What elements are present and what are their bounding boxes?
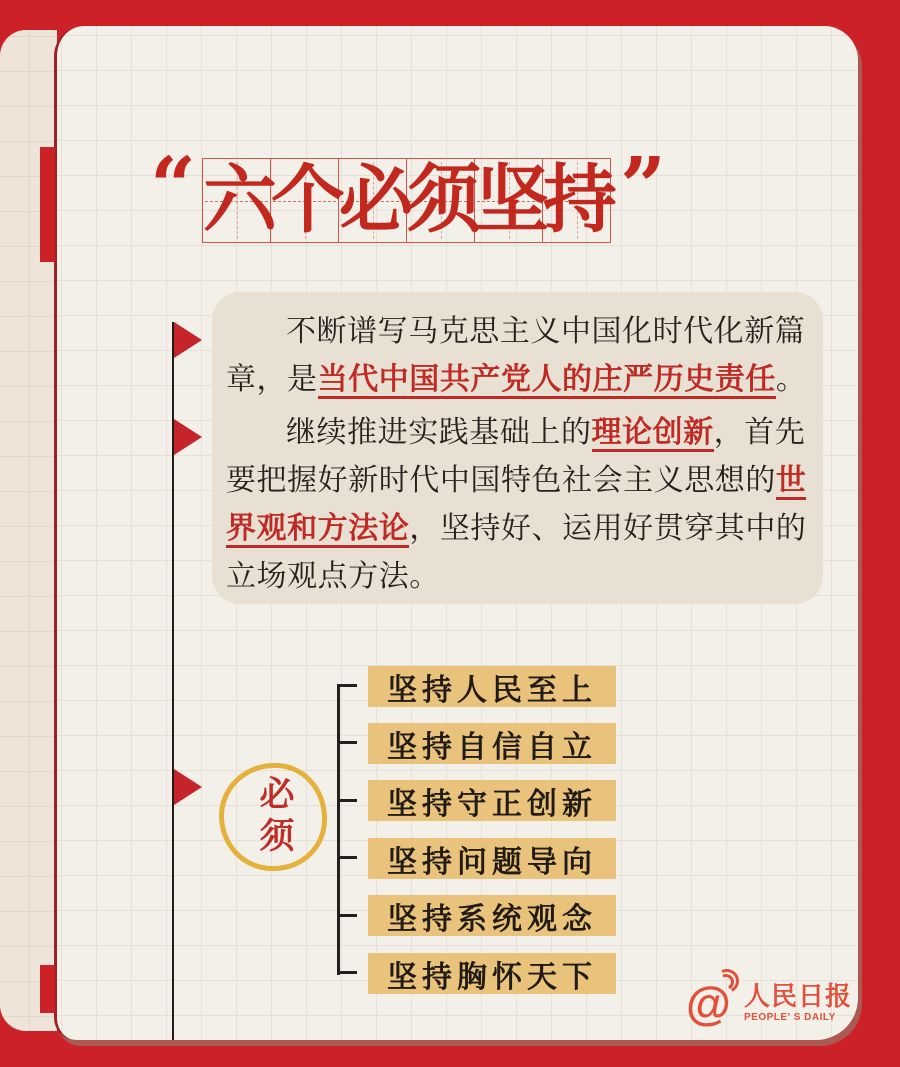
highlighted-phrase: 理论创新: [592, 416, 714, 452]
title-char-box: [338, 158, 413, 243]
bookmark-tab-bottom: [40, 965, 55, 1013]
paragraph-text: ，首先要把握好新时代中国特色社会主义思想的: [226, 416, 806, 497]
title-char: 须: [407, 160, 481, 242]
bookmark-tab-top: [40, 147, 55, 262]
paragraph-2: [226, 409, 807, 601]
bracket-tick: [337, 799, 357, 802]
page-title: [203, 158, 617, 243]
diagram-item: 坚持守正创新: [368, 780, 616, 821]
triangle-marker-icon: [174, 769, 202, 805]
title-char-box: [474, 158, 549, 243]
title-char-box: [270, 158, 345, 243]
hub-label: 必须: [255, 775, 294, 859]
at-megaphone-icon: [686, 976, 740, 1030]
logo-name-cn: 人民日报: [744, 981, 853, 1011]
title-char: 持: [543, 160, 617, 242]
diagram-item: 坚持问题导向: [368, 838, 616, 879]
logo-name-en: PEOPLE' S DAILY: [744, 1012, 836, 1023]
paragraph-text: 继续推进实践基础上的: [286, 416, 592, 449]
diagram-item: 坚持胸怀天下: [368, 953, 616, 994]
title-char-box: [406, 158, 481, 243]
close-quote: ”: [620, 139, 667, 233]
title-char: 坚: [475, 160, 549, 242]
paragraph-text: ，坚持好、运用好贯穿其中的立场观点方法。: [226, 512, 807, 593]
highlighted-phrase: 世界观和方法论: [226, 464, 806, 548]
at-symbol: @: [686, 977, 731, 1029]
paragraph-1: [226, 308, 807, 404]
diagram-item: 坚持系统观念: [368, 895, 616, 936]
triangle-marker-icon: [174, 322, 202, 358]
paragraph-text: 。: [775, 363, 807, 396]
bracket-tick: [337, 684, 357, 687]
open-quote: “: [150, 139, 197, 233]
logo-text: [744, 983, 852, 1023]
title-char: 必: [339, 160, 413, 242]
bracket-tick: [337, 856, 357, 859]
diagram-item: 坚持人民至上: [368, 666, 616, 707]
bracket-tick: [337, 914, 357, 917]
intro-panel: [212, 292, 823, 604]
peoples-daily-logo: [686, 976, 852, 1030]
bracket-line: [337, 685, 340, 975]
title-char-box: [542, 158, 617, 243]
title-char: 个: [271, 160, 345, 242]
diagram-item: 坚持自信自立: [368, 723, 616, 764]
paragraph-text: 不断谱写马克思主义中国化时代化新篇章，是: [226, 315, 806, 396]
bracket-tick: [337, 971, 357, 974]
title-char-box: [202, 158, 277, 243]
bracket-tick: [337, 741, 357, 744]
highlighted-phrase: 当代中国共产党人的庄严历史责任: [318, 363, 776, 399]
hub-circle: [219, 763, 327, 871]
title-char: 六: [203, 160, 277, 242]
triangle-marker-icon: [174, 419, 202, 455]
